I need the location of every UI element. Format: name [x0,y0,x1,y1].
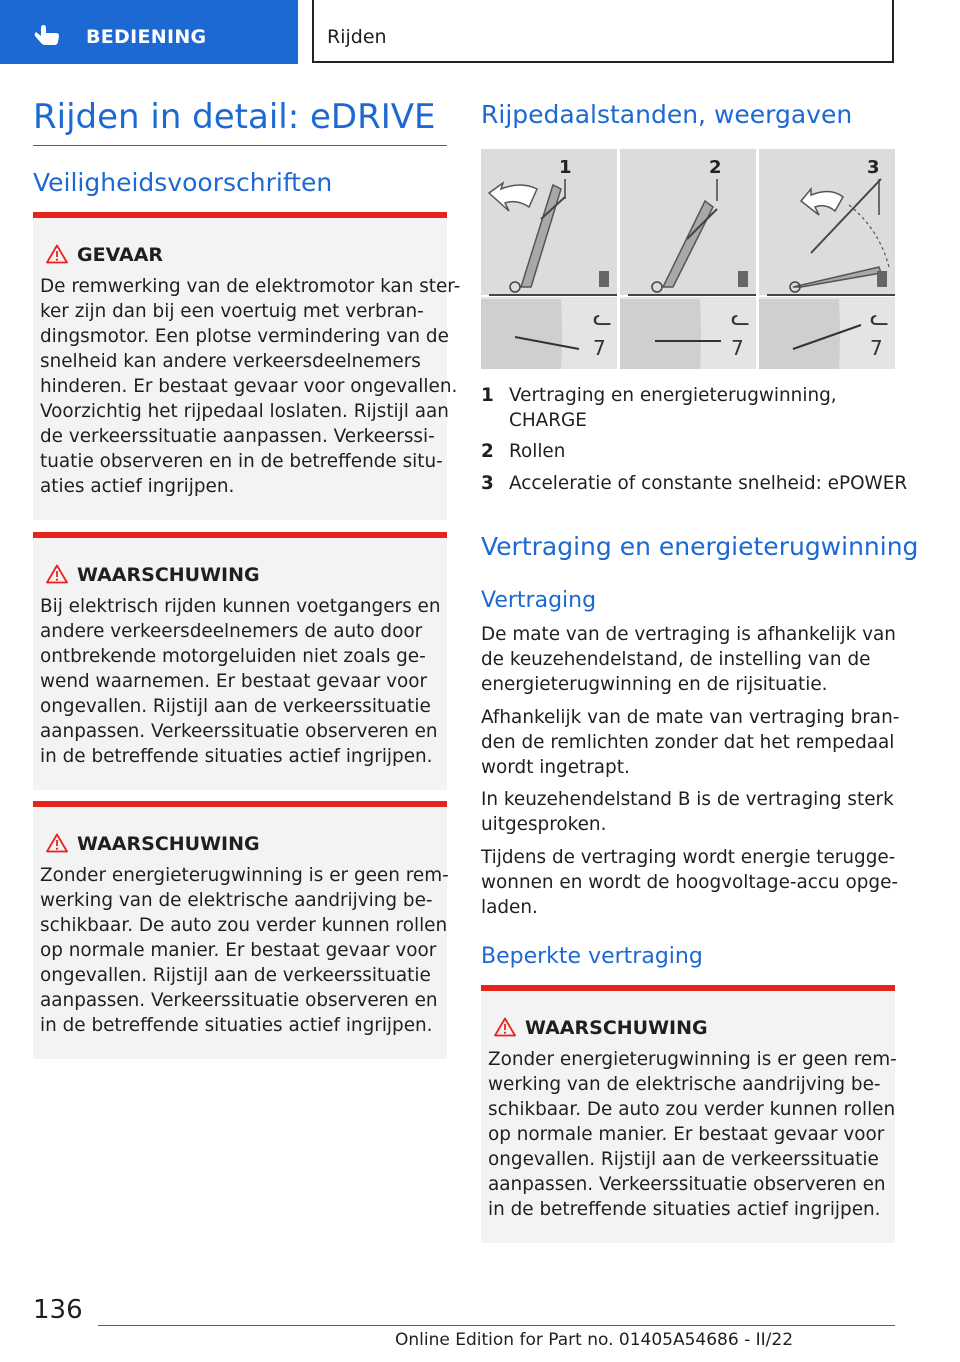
text-line: De mate van de vertraging is afhankelijk van [481,624,896,645]
text-line: Voorzichtig het rijpedaal loslaten. Rijstijl aan [40,401,449,422]
paragraph [481,787,894,837]
text-line: werking van de elektrische aandrijving be- [40,890,433,911]
warning-triangle-icon [46,244,68,264]
text-line: ker zijn dan bij een voertuig met verbran- [40,301,424,322]
danger-box-title: GEVAAR [77,244,164,266]
text-line: energieterugwinning en de rijsituatie. [481,674,828,695]
text-line: laden. [481,897,538,918]
text-line: schikbaar. De auto zou verder kunnen rollen [40,915,448,936]
text-line: ongevallen. Rijstijl aan de verkeerssituatie [488,1149,879,1170]
pedal-panel-3 [759,149,895,369]
paragraph [481,622,896,697]
text-line: aanpassen. Verkeerssituatie observeren en [488,1174,886,1195]
legend-number: 3 [481,473,494,494]
text-line: aanpassen. Verkeerssituatie observeren en [40,721,438,742]
text-line: den de remlichten zonder dat het rempedaal [481,732,895,753]
text-line: andere verkeersdeelnemers de auto door [40,621,423,642]
pedal-positions-figure [481,149,895,369]
warning-box-text [40,863,449,1038]
text-line: in de betreffende situaties actief ingrijpen. [40,1015,433,1036]
hand-pointer-icon [34,22,62,46]
figure-label-2: 2 [709,157,722,178]
text-line: werking van de elektrische aandrijving be- [488,1074,881,1095]
text-line: dingsmotor. Een plotse vermindering van de [40,326,449,347]
legend-text [509,439,565,464]
text-line: aanpassen. Verkeerssituatie observeren en [40,990,438,1011]
text-line: ongevallen. Rijstijl aan de verkeerssituatie [40,965,431,986]
paragraph [481,705,899,780]
edition-footer: Online Edition for Part no. 01405A54686 - II/22 [395,1330,794,1350]
warning-triangle-icon [46,833,68,853]
warning-triangle-icon [46,564,68,584]
svg-text:7: 7 [870,336,883,360]
legend-text [509,471,907,496]
section-title-deceleration: Vertraging en energieterugwinning [481,532,919,561]
text-line: aties actief ingrijpen. [40,476,235,497]
text-line: Bij elektrisch rijden kunnen voetgangers en [40,596,441,617]
svg-text:ᓚ: ᓚ [731,306,750,331]
svg-text:ᓚ: ᓚ [593,306,612,331]
page-number: 136 [33,1295,83,1325]
text-line: Acceleratie of constante snelheid: ePOWER [509,473,908,494]
legend-number: 1 [481,385,494,406]
warning-box-pedestrians [33,532,447,790]
text-line: wordt ingetrapt. [481,757,630,778]
text-line: In keuzehendelstand B is de vertraging sterk [481,789,894,810]
footer-divider [98,1325,895,1326]
text-line: wend waarnemen. Er bestaat gevaar voor [40,671,428,692]
text-line: op normale manier. Er bestaat gevaar voor [488,1124,885,1145]
page-title: Rijden in detail: eDRIVE [33,97,436,137]
text-line: wonnen en wordt de hoogvoltage-accu opge- [481,872,899,893]
text-line: snelheid kan andere verkeersdeelnemers [40,351,421,372]
paragraph [481,845,898,920]
warning-box-recuperation [33,801,447,1059]
svg-text:7: 7 [593,336,606,360]
figure-title: Rijpedaalstanden, weergaven [481,100,853,129]
text-line: ongevallen. Rijstijl aan de verkeerssituatie [40,696,431,717]
text-line: ontbrekende motorgeluiden niet zoals ge- [40,646,426,667]
section-tab-label: BEDIENING [86,26,207,48]
danger-box-text [40,274,460,499]
text-line: Rollen [509,441,566,462]
text-line: Zonder energieterugwinning is er geen rem- [488,1049,897,1070]
warning-box-text [40,594,441,769]
warning-box-title: WAARSCHUWING [77,833,260,855]
chapter-header-label: Rijden [327,26,387,48]
text-line: De remwerking van de elektromotor kan ster- [40,276,461,297]
figure-label-1: 1 [559,157,572,178]
svg-text:7: 7 [731,336,744,360]
text-line: Zonder energieterugwinning is er geen rem- [40,865,449,886]
warning-box-limited-deceleration [481,985,895,1243]
section-title-safety: Veiligheidsvoorschriften [33,168,333,197]
text-line: CHARGE [509,410,587,431]
warning-triangle-icon [494,1017,516,1037]
text-line: Vertraging en energieterugwinning, [509,385,837,406]
text-line: in de betreffende situaties actief ingrijpen. [488,1199,881,1220]
text-line: de keuzehendelstand, de instelling van de [481,649,871,670]
chapter-header [312,0,894,63]
warning-box-title: WAARSCHUWING [77,564,260,586]
text-line: in de betreffende situaties actief ingrijpen. [40,746,433,767]
legend-text [509,383,837,433]
svg-text:ᓚ: ᓚ [870,306,889,331]
text-line: de verkeerssituatie aanpassen. Verkeerssi- [40,426,435,447]
section-tab[interactable] [0,0,298,64]
warning-box-title: WAARSCHUWING [525,1017,708,1039]
pedal-panel-1 [481,149,617,369]
text-line: Tijdens de vertraging wordt energie terugge- [481,847,896,868]
pedal-illustration [481,149,895,369]
subsection-title-deceleration: Vertraging [481,588,597,613]
text-line: uitgesproken. [481,814,607,835]
figure-label-3: 3 [867,157,880,178]
legend-number: 2 [481,441,494,462]
subsection-title-limited: Beperkte vertraging [481,944,703,969]
text-line: hinderen. Er bestaat gevaar voor ongevallen. [40,376,458,397]
warning-box-text [488,1047,897,1222]
text-line: Afhankelijk van de mate van vertraging bran- [481,707,900,728]
text-line: schikbaar. De auto zou verder kunnen rollen [488,1099,896,1120]
title-divider [33,145,447,146]
text-line: op normale manier. Er bestaat gevaar voor [40,940,437,961]
text-line: tuatie observeren en in de betreffende situ- [40,451,443,472]
danger-box [33,212,461,520]
pedal-panel-2 [620,149,756,369]
